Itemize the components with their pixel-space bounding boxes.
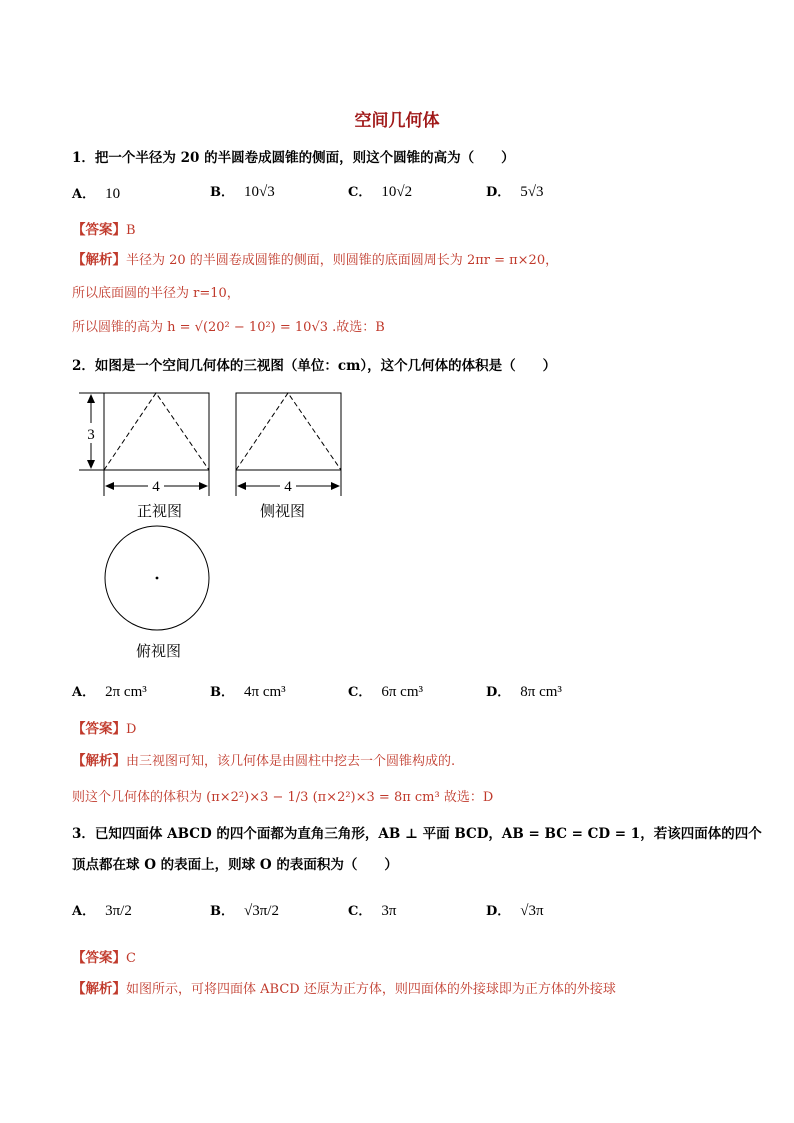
arrow-left-icon (237, 482, 246, 490)
side-view-hidden-triangle (236, 393, 341, 470)
arrow-right-icon (199, 482, 208, 490)
arrow-left-icon (105, 482, 114, 490)
q2-option-c[interactable]: C． 6π cm³ (348, 684, 424, 700)
q2-option-a[interactable]: A． 2π cm³ (72, 684, 147, 700)
height-dimension-label: 3 (87, 427, 95, 443)
top-view (105, 526, 209, 630)
arrow-right-icon (331, 482, 340, 490)
side-view-rect (236, 393, 341, 470)
question-3-stem-line-1: 3．已知四面体 ABCD 的四个面都为直角三角形，AB ⊥ 平面 BCD，AB = BC = CD = 1，若该四面体的四个 (72, 826, 762, 842)
q2-analysis-1: 【解析】由三视图可知，该几何体是由圆柱中挖去一个圆锥构成的. (72, 753, 456, 769)
question-2-stem: 2．如图是一个空间几何体的三视图（单位：cm），这个几何体的体积是（ ） (72, 358, 557, 374)
front-width-label: 4 (152, 479, 160, 495)
question-3-stem-line-2: 顶点都在球 O 的表面上，则球 O 的表面积为（ ） (72, 857, 398, 873)
front-view-label: 正视图 (137, 502, 183, 520)
q3-option-a[interactable]: A． 3π/2 (72, 903, 132, 919)
q1-analysis-3: 所以圆锥的高为 h = √(20² − 10²) = 10√3 .故选：B (72, 320, 385, 335)
top-view-label: 俯视图 (136, 642, 182, 660)
top-view-center-point (156, 577, 159, 580)
q1-option-b[interactable]: B． 10√3 (210, 184, 275, 200)
q2-answer: 【答案】D (72, 721, 137, 737)
q2-option-d[interactable]: D． 8π cm³ (486, 684, 562, 700)
front-view (79, 393, 209, 496)
q2-option-b[interactable]: B． 4π cm³ (210, 684, 286, 700)
front-view-rect (104, 393, 209, 470)
q1-answer: 【答案】B (72, 222, 136, 238)
q1-option-c[interactable]: C． 10√2 (348, 184, 413, 200)
side-view-label: 侧视图 (260, 502, 306, 520)
arrow-up-icon (87, 394, 95, 403)
side-width-label: 4 (284, 479, 292, 495)
q3-analysis-1: 【解析】如图所示，可将四面体 ABCD 还原为正方体，则四面体的外接球即为正方体的外接球 (72, 981, 616, 997)
q1-analysis-1: 【解析】半径为 20 的半圆卷成圆锥的侧面，则圆锥的底面圆周长为 2πr = π×20， (72, 252, 559, 268)
arrow-down-icon (87, 460, 95, 469)
three-view-diagram (70, 385, 370, 665)
q3-option-c[interactable]: C． 3π (348, 903, 397, 919)
q3-option-b[interactable]: B． √3π/2 (210, 903, 279, 919)
q3-answer: 【答案】C (72, 950, 136, 966)
q1-analysis-2: 所以底面圆的半径为 r=10， (72, 286, 240, 301)
q2-analysis-2: 则这个几何体的体积为 (π×2²)×3 − 1/3 (π×2²)×3 = 8π cm³ 故选：D (72, 790, 494, 805)
q3-option-d[interactable]: D． √3π (486, 903, 544, 919)
q1-option-d[interactable]: D． 5√3 (486, 184, 544, 200)
question-1-stem: 1．把一个半径为 20 的半圆卷成圆锥的侧面，则这个圆锥的高为（ ） (72, 150, 515, 166)
side-view (236, 393, 341, 496)
q1-option-a[interactable]: A． 10 (72, 186, 121, 202)
front-view-hidden-triangle (104, 393, 209, 470)
page-title: 空间几何体 (354, 111, 440, 131)
